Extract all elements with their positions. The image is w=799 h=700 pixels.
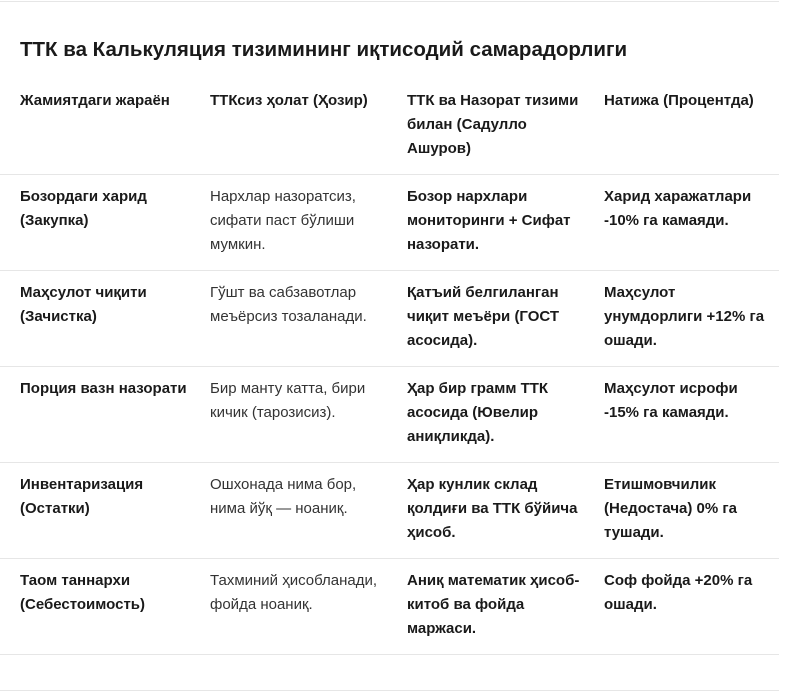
header-without-ttk: ТТКсиз ҳолат (Ҳозир) <box>190 79 387 175</box>
cell-with-ttk: Ҳар кунлик склад қолдиғи ва ТТК бўйича ҳисоб. <box>387 463 584 559</box>
cell-process: Порция вазн назорати <box>0 367 190 463</box>
cell-result: Маҳсулот исрофи -15% га камаяди. <box>584 367 779 463</box>
cell-process: Инвентаризация (Остатки) <box>0 463 190 559</box>
table-row <box>0 463 779 559</box>
page-title: ТТК ва Калькуляция тизимининг иқтисодий самарадорлиги <box>20 38 628 61</box>
cell-without-ttk: Бир манту катта, бири кичик (тарозисиз). <box>190 367 387 463</box>
cell-result: Маҳсулот унумдорлиги +12% га ошади. <box>584 271 779 367</box>
header-with-ttk: ТТК ва Назорат тизими билан (Садулло Ашуров) <box>387 79 584 175</box>
cell-without-ttk: Тахминий ҳисобланади, фойда ноаниқ. <box>190 559 387 655</box>
table-row <box>0 175 779 271</box>
table-row <box>0 367 779 463</box>
cell-with-ttk: Бозор нархлари мониторинги + Сифат назорати. <box>387 175 584 271</box>
table-row <box>0 559 779 655</box>
table-header-row <box>0 79 779 175</box>
cell-process: Маҳсулот чиқити (Зачистка) <box>0 271 190 367</box>
cell-with-ttk: Аниқ математик ҳисоб-китоб ва фойда маржаси. <box>387 559 584 655</box>
cell-with-ttk: Қатъий белгиланган чиқит меъёри (ГОСТ асосида). <box>387 271 584 367</box>
cell-process: Бозордаги харид (Закупка) <box>0 175 190 271</box>
cell-result: Харид харажатлари -10% га камаяди. <box>584 175 779 271</box>
cell-without-ttk: Гўшт ва сабзавотлар меъёрсиз тозаланади. <box>190 271 387 367</box>
bottom-divider <box>0 690 779 691</box>
header-process: Жамиятдаги жараён <box>0 79 190 175</box>
cell-result: Етишмовчилик (Недостача) 0% га тушади. <box>584 463 779 559</box>
cell-without-ttk: Ошхонада нима бор, нима йўқ — ноаниқ. <box>190 463 387 559</box>
cell-without-ttk: Нархлар назоратсиз, сифати паст бўлиши мумкин. <box>190 175 387 271</box>
cell-with-ttk: Ҳар бир грамм ТТК асосида (Ювелир аниқликда). <box>387 367 584 463</box>
cell-result: Соф фойда +20% га ошади. <box>584 559 779 655</box>
table-row <box>0 271 779 367</box>
top-divider <box>0 1 779 2</box>
efficiency-table <box>0 79 779 655</box>
cell-process: Таом таннархи (Себестоимость) <box>0 559 190 655</box>
header-result: Натижа (Процентда) <box>584 79 779 175</box>
